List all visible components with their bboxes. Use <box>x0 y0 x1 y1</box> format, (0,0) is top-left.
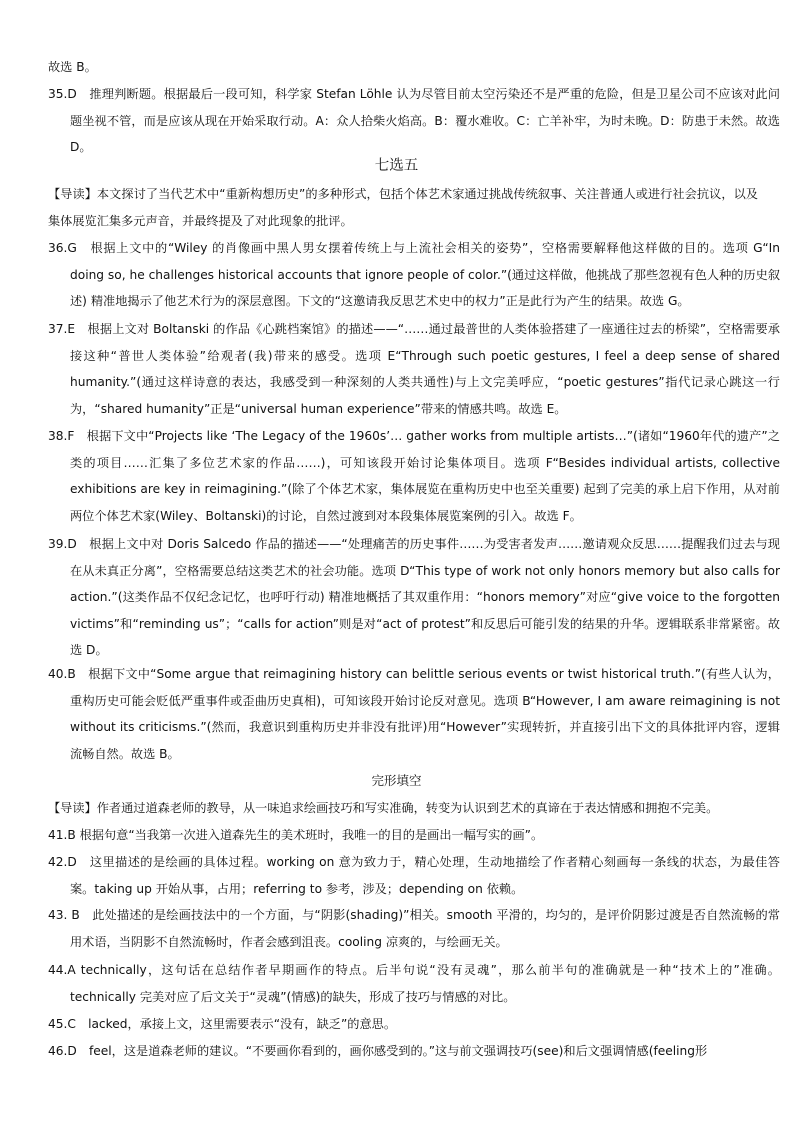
answer-41: 41.B 根据句意“当我第一次进入道森先生的美术班时，我唯一的目的是画出一幅写实的画”。 <box>48 828 544 842</box>
section-heading-seven-choose-five: 七选五 <box>374 158 419 174</box>
guide-paragraph-cloze: 【导读】作者通过道森老师的教导，从一味追求绘画技巧和写实准确，转变为认识到艺术的真谛在于表达情感和拥抱不完美。 <box>48 801 719 815</box>
answer-39: 39.D 根据上文中对 Doris Salcedo 作品的描述——“处理痛苦的历史事件……为受害者发声……邀请观众反思……提醒我们过去与现在从未真正分离”，空格需要总结这类艺术的社会功能。选项 D“This type of work not only honors memory but also calls for action.”(这类作品不仅纪念记忆，也呼吁行动) 精准地概括了其双重作用：“honors memory”对应“give voice to the forgotten victims”和“reminding us”；“calls for action”则是对“act of protest”和反思后可能引发的结果的升华。逻辑联系非常紧密。故选 D。 <box>48 537 780 658</box>
answer-44: 44.A technically，这句话在总结作者早期画作的特点。后半句说“没有灵魂”，那么前半句的准确就是一种“技术上的”准确。technically 完美对应了后文关于“灵魂”(情感)的缺失，形成了技巧与情感的对比。 <box>48 963 780 1004</box>
answer-46: 46.D feel，这是道森老师的建议。“不要画你看到的，画你感受到的。”这与前文强调技巧(see)和后文强调情感(feeling形 <box>48 1044 708 1058</box>
answer-40: 40.B 根据下文中“Some argue that reimagining history can belittle serious events or twist historical truth.”(有些人认为，重构历史可能会贬低严重事件或歪曲历史真相)，可知该段开始讨论反对意见。选项 B“However, I am aware reimagining is not without its criticisms.”(然而，我意识到重构历史并非没有批评)用“However”实现转折，并直接引出下文的具体批评内容，逻辑流畅自然。故选 B。 <box>48 667 780 761</box>
answer-45: 45.C lacked，承接上文，这里需要表示“没有，缺乏”的意思。 <box>48 1017 397 1031</box>
answer-38: 38.F 根据下文中“Projects like ‘The Legacy of the 1960s’… gather works from multiple artists…”(诸如“1960年代的遗产”之类的项目……汇集了多位艺术家的作品……)，可知该段开始讨论集体项目。选项 F“Besides individual artists, collective exhibitions are key in reimagining.”(除了个体艺术家，集体展览在重构历史中也至关重要) 起到了完美的承上启下作用，从对前两位个体艺术家(Wiley、Boltanski)的讨论，自然过渡到对本段集体展览案例的引入。故选 F。 <box>48 429 780 523</box>
answer-43: 43. B 此处描述的是绘画技法中的一个方面，与“阴影(shading)”相关。smooth 平滑的，均匀的，是评价阴影过渡是否自然流畅的常用术语，当阴影不自然流畅时，作者会感到沮丧。cooling 凉爽的，与绘画无关。 <box>48 908 780 949</box>
answer-36: 36.G 根据上文中的“Wiley 的肖像画中黑人男女摆着传统上与上流社会相关的姿势”，空格需要解释他这样做的目的。选项 G“In doing so, he challenges historical accounts that ignore people of color.”(通过这样做，他挑战了那些忽视有色人种的历史叙述) 精准地揭示了他艺术行为的深层意图。下文的“这邀请我反思艺术史中的权力”正是此行为产生的结果。故选 G。 <box>48 241 781 309</box>
answer-37: 37.E 根据上文对 Boltanski 的作品《心跳档案馆》的描述——“……通过最普世的人类体验搭建了一座通往过去的桥梁”，空格需要承接这种“普世人类体验”给观者(我)带来的感受。选项 E“Through such poetic gestures, I feel a deep sense of shared humanity.”(通过这样诗意的表达，我感受到一种深刻的人类共通性)与上文完美呼应，“poetic gestures”指代记录心跳这一行为，“shared humanity”正是“universal human experience”带来的情感共鸣。故选 E。 <box>48 322 780 416</box>
guide-paragraph-seven-choose-five: 【导读】本文探讨了当代艺术中“重新构想历史”的多种形式，包括个体艺术家通过挑战传统叙事、关注普通人或进行社会抗议，以及集体展览汇集多元声音，并最终提及了对此现象的批评。 <box>48 187 758 228</box>
answer-35: 35.D 推理判断题。根据最后一段可知，科学家 Stefan Löhle 认为尽管目前太空污染还不是严重的危险，但是卫星公司不应该对此问题坐视不管，而是应该从现在开始采取行动。A：众人拾柴火焰高。B：覆水难收。C：亡羊补牢，为时未晚。D：防患于未然。故选 D。 <box>48 87 780 155</box>
section-heading-cloze: 完形填空 <box>371 773 422 788</box>
answer-42: 42.D 这里描述的是绘画的具体过程。working on 意为致力于，精心处理，生动地描绘了作者精心刻画每一条线的状态，为最佳答案。taking up 开始从事，占用；referring to 参考，涉及；depending on 依赖。 <box>48 855 780 896</box>
answer-34-tail: 故选 B。 <box>48 60 97 74</box>
